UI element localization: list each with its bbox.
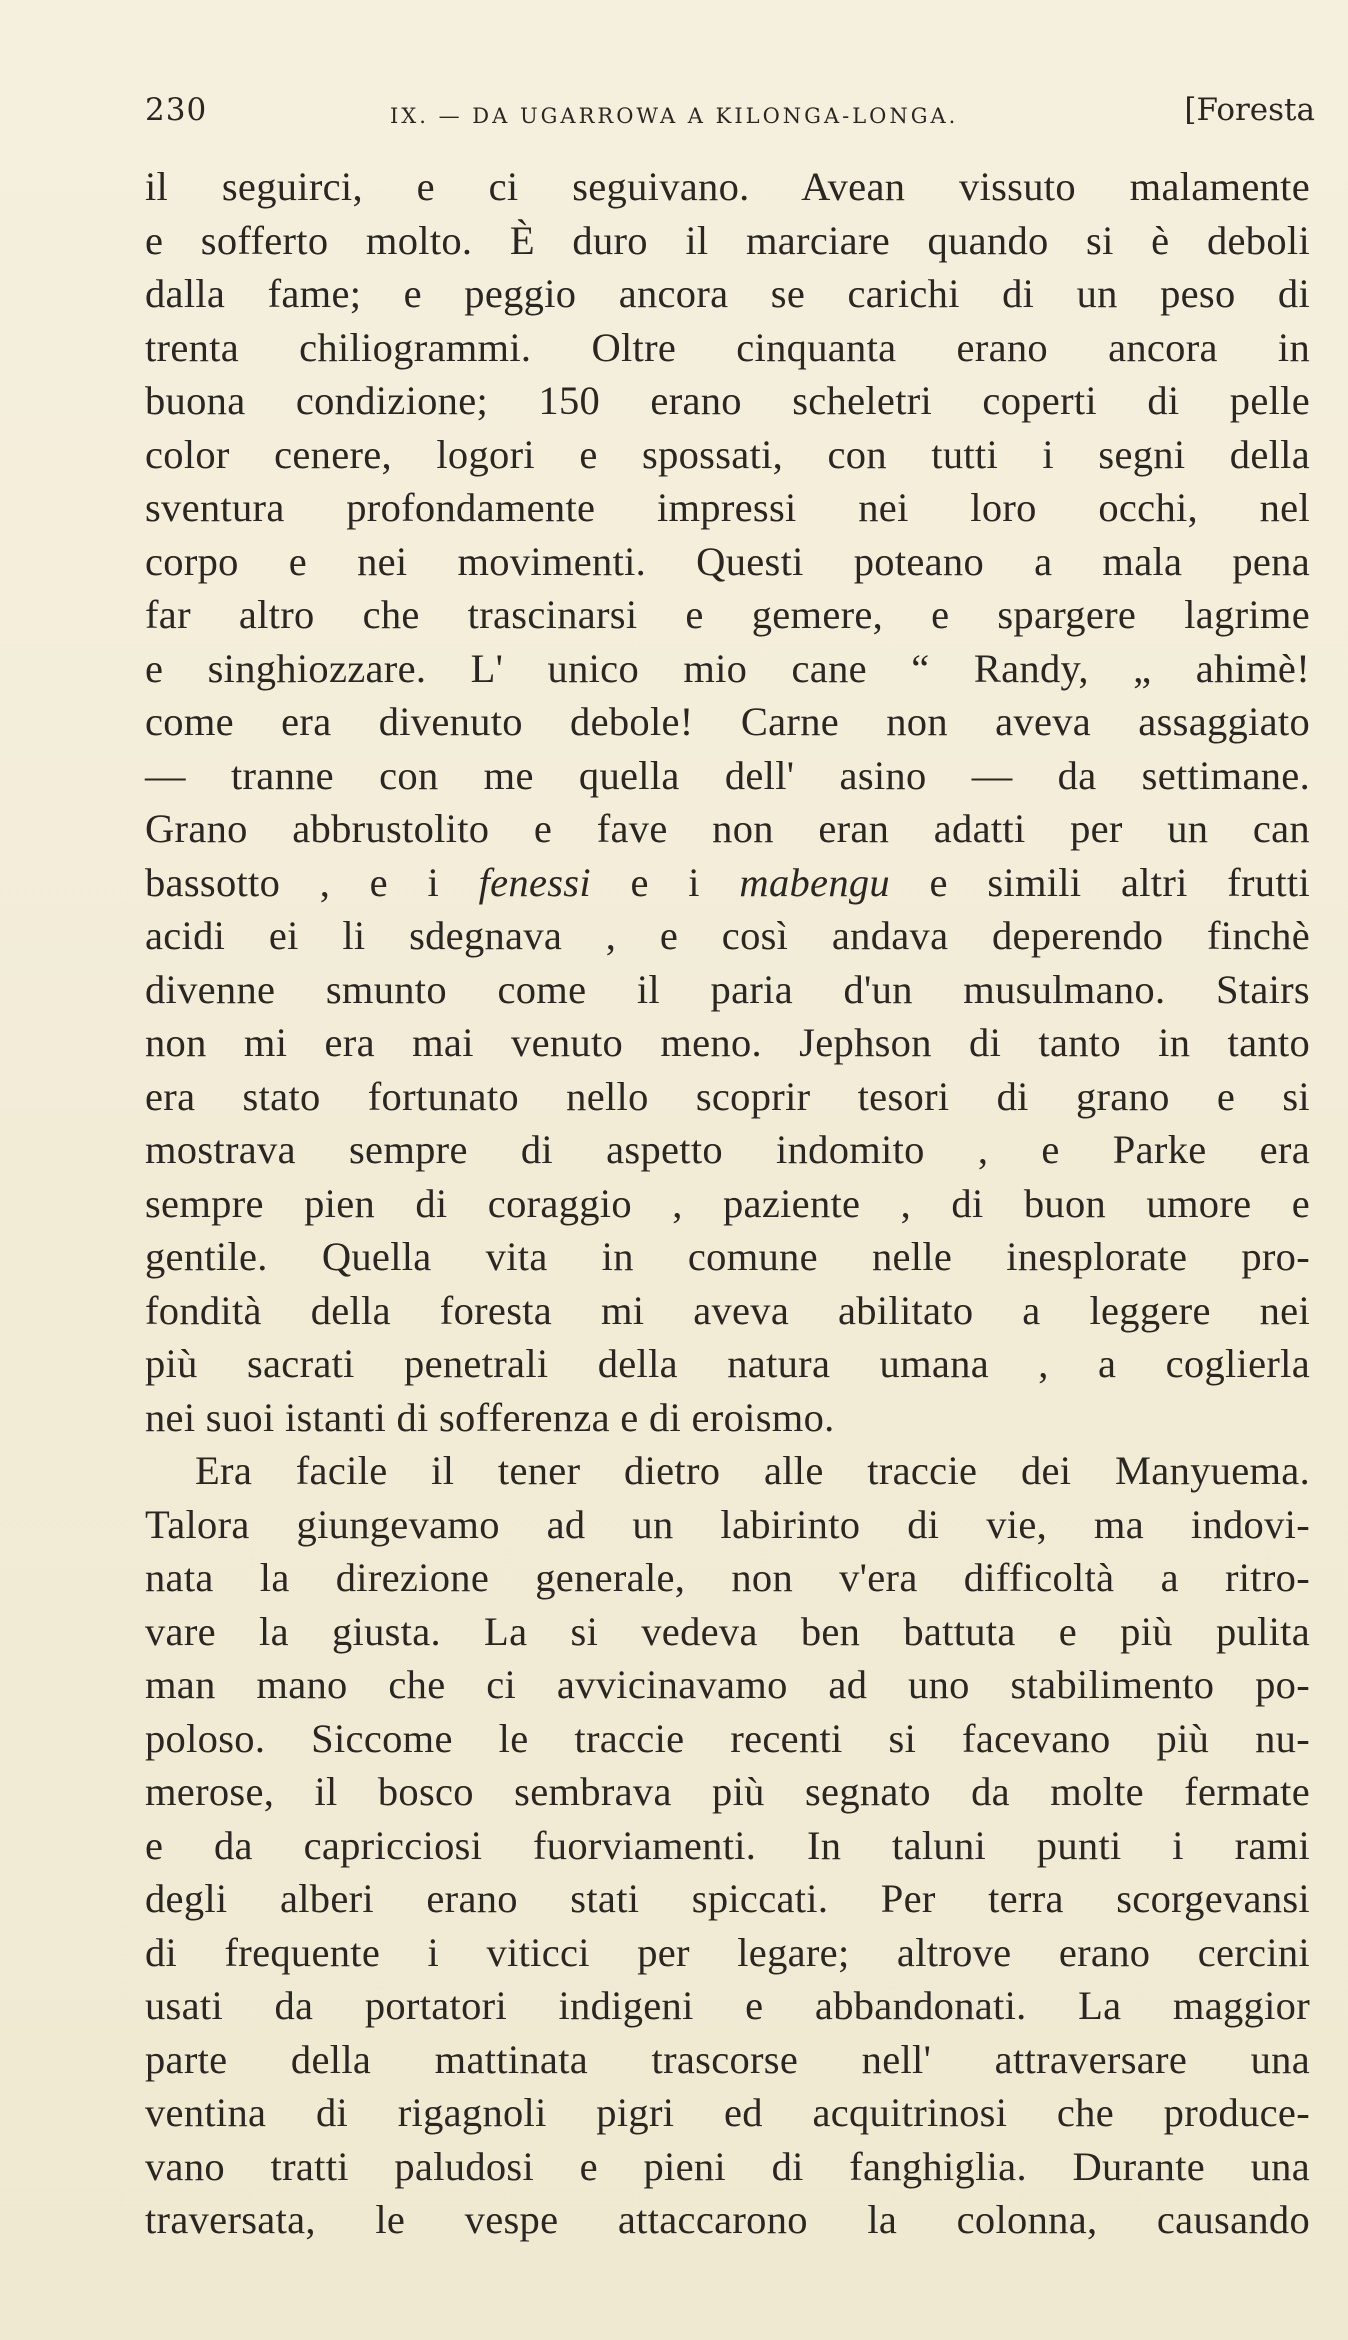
- text-line: usati da portatori indigeni e abbandonati. La maggior: [145, 1983, 1310, 2028]
- italic-term-fenessi: fenessi: [478, 859, 591, 905]
- text-line: e da capricciosi fuorviamenti. In taluni punti i rami: [145, 1822, 1310, 1868]
- text-line: man mano che ci avvicinavamo ad uno stabilimento po-: [145, 1662, 1310, 1707]
- paragraph-end-line: nei suoi istanti di sofferenza e di eroismo.: [145, 1394, 835, 1440]
- text-line: non mi era mai venuto meno. Jephson di tanto in tanto: [145, 1020, 1310, 1065]
- text-line: color cenere, logori e spossati, con tutti i segni della: [145, 431, 1310, 477]
- text-line: far altro che trascinarsi e gemere, e spargere lagrime: [145, 592, 1310, 637]
- text-line: trenta chiliogrammi. Oltre cinquanta erano ancora in: [145, 324, 1310, 370]
- text-segment: e i: [590, 859, 740, 905]
- text-line: corpo e nei movimenti. Questi poteano a mala pena: [145, 538, 1310, 584]
- running-title: IX. — DA UGARROWA A KILONGA-LONGA.: [390, 104, 959, 128]
- text-line: Talora giungevamo ad un labirinto di vie, ma indovi-: [145, 1501, 1310, 1547]
- text-line: dalla fame; e peggio ancora se carichi di un peso di: [145, 271, 1310, 316]
- text-line: acidi ei li sdegnava , e così andava deperendo finchè: [145, 913, 1310, 958]
- body-text: [145, 160, 1310, 2247]
- text-line: era stato fortunato nello scoprir tesori di grano e si: [145, 1073, 1310, 1119]
- text-line: sventura profondamente impressi nei loro occhi, nel: [145, 485, 1310, 530]
- text-line: buona condizione; 150 erano scheletri coperti di pelle: [145, 378, 1310, 423]
- text-line: vare la giusta. La si vedeva ben battuta e più pulita: [145, 1608, 1310, 1654]
- text-line: Grano abbrustolito e fave non eran adatti per un can: [145, 806, 1310, 851]
- text-line: ventina di rigagnoli pigri ed acquitrinosi che produce-: [145, 2090, 1310, 2135]
- text-line: e singhiozzare. L' unico mio cane “ Randy, „ ahimè!: [145, 645, 1310, 691]
- text-line: come era divenuto debole! Carne non aveva assaggiato: [145, 699, 1310, 744]
- paragraph-start-line: Era facile il tener dietro alle traccie dei Manyuema.: [195, 1448, 1310, 1493]
- text-line: — tranne con me quella dell' asino — da settimane.: [145, 752, 1310, 798]
- section-marker: [Foresta: [1184, 92, 1315, 128]
- page-number: 230: [145, 92, 208, 128]
- text-line: il seguirci, e ci seguivano. Avean vissuto malamente: [145, 164, 1310, 209]
- text-line: merose, il bosco sembrava più segnato da molte fermate: [145, 1769, 1310, 1814]
- text-line: divenne smunto come il paria d'un musulmano. Stairs: [145, 966, 1310, 1012]
- text-line: sempre pien di coraggio , paziente , di buon umore e: [145, 1180, 1310, 1226]
- text-line: traversata, le vespe attaccarono la colonna, causando: [145, 2197, 1310, 2242]
- text-line: fondità della foresta mi aveva abilitato a leggere nei: [145, 1287, 1310, 1333]
- text-line: più sacrati penetrali della natura umana , a coglierla: [145, 1341, 1310, 1386]
- text-line: nata la direzione generale, non v'era difficoltà a ritro-: [145, 1555, 1310, 1600]
- text-line: poloso. Siccome le traccie recenti si facevano più nu-: [145, 1715, 1310, 1761]
- text-line: mostrava sempre di aspetto indomito , e Parke era: [145, 1127, 1310, 1172]
- page-header: [145, 92, 1315, 142]
- text-line-with-italics: [145, 856, 1310, 910]
- text-line: di frequente i viticci per legare; altrove erano cercini: [145, 1929, 1310, 1975]
- italic-term-mabengu: mabengu: [739, 859, 890, 905]
- text-line: e sofferto molto. È duro il marciare quando si è deboli: [145, 217, 1310, 263]
- text-line: degli alberi erano stati spiccati. Per terra scorgevansi: [145, 1876, 1310, 1921]
- text-segment: e simili altri frutti: [889, 859, 1310, 905]
- text-line: vano tratti paludosi e pieni di fanghiglia. Durante una: [145, 2143, 1310, 2189]
- text-segment: bassotto , e i: [145, 859, 479, 905]
- text-line: parte della mattinata trascorse nell' attraversare una: [145, 2036, 1310, 2082]
- text-line: gentile. Quella vita in comune nelle inesplorate pro-: [145, 1234, 1310, 1279]
